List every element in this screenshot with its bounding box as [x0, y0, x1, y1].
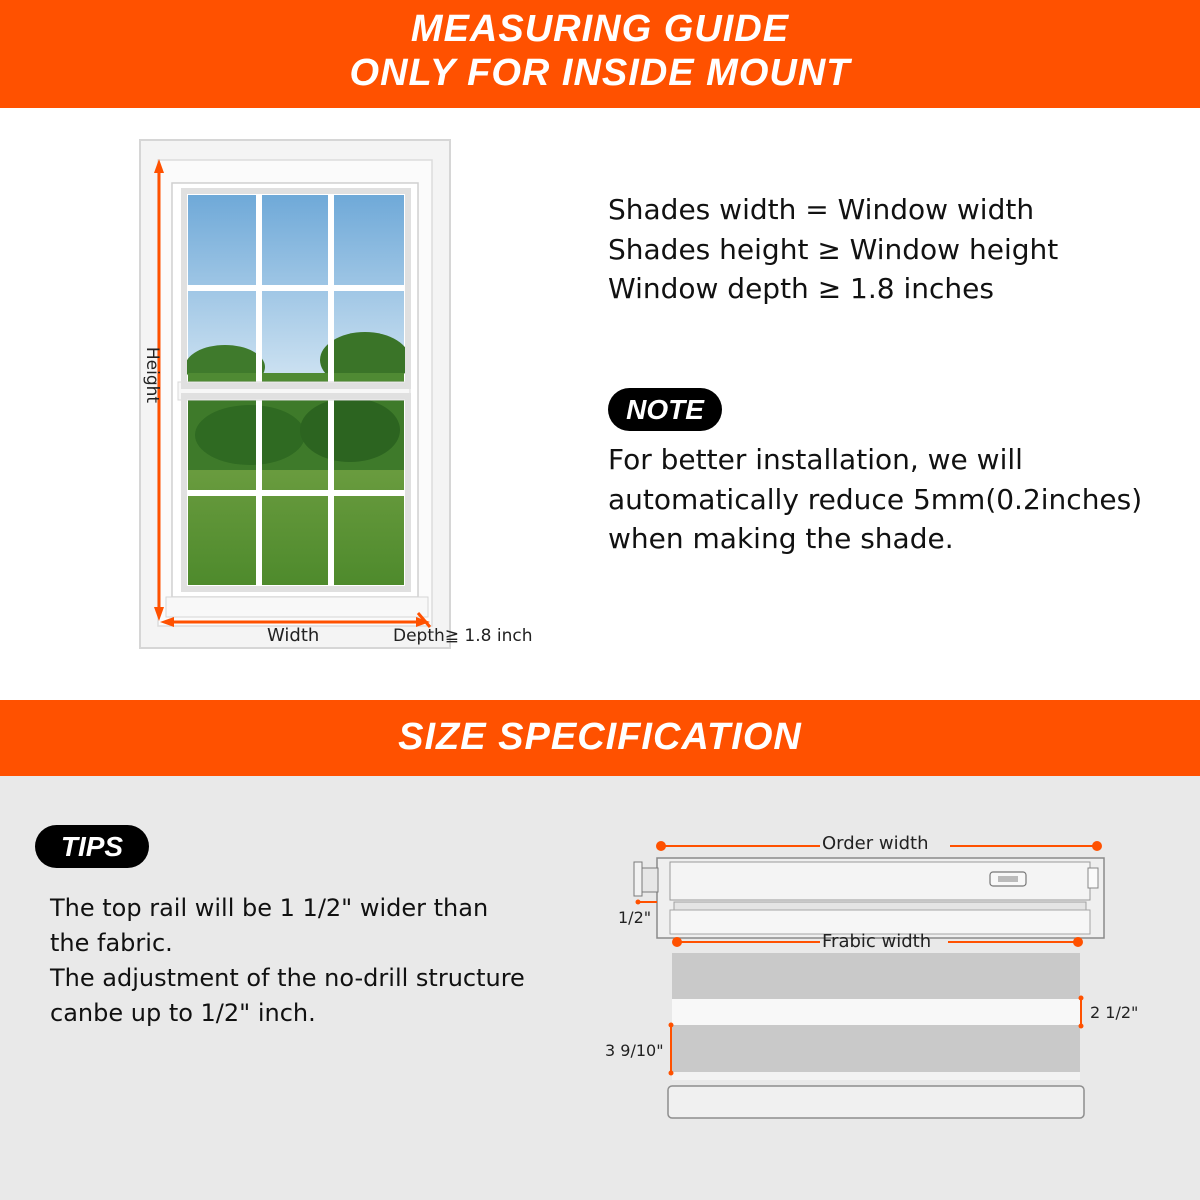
fabric-width-label: Frabic width	[822, 931, 932, 952]
window-image	[130, 135, 570, 665]
header-title: MEASURING GUIDE	[410, 8, 790, 50]
note-line-2: automatically reduce 5mm(0.2inches)	[608, 483, 1143, 516]
width-label: Width	[267, 625, 320, 646]
order-width-label: Order width	[822, 833, 929, 854]
rule-depth: Window depth ≥ 1.8 inches	[608, 272, 994, 305]
two-half-inch-label: 2 1/2"	[1090, 1003, 1139, 1022]
height-label: Height	[142, 346, 163, 404]
tips-line-4: canbe up to 1/2" inch.	[50, 999, 316, 1027]
tips-line-2: the fabric.	[50, 929, 173, 957]
note-line-3: when making the shade.	[608, 522, 954, 555]
shade-drawing	[600, 820, 1160, 1130]
window-illustration	[130, 135, 570, 665]
depth-label: Depth≧ 1.8 inch	[393, 626, 533, 646]
tips-line-1: The top rail will be 1 1/2" wider than	[50, 894, 489, 922]
size-specification-banner	[0, 700, 1200, 776]
shade-diagram	[600, 820, 1160, 1130]
rule-height: Shades height ≥ Window height	[608, 233, 1059, 266]
tips-badge: TIPS	[35, 825, 149, 868]
header-subtitle: ONLY FOR INSIDE MOUNT	[349, 52, 851, 94]
note-badge: NOTE	[608, 388, 722, 431]
size-specification-title: SIZE SPECIFICATION	[398, 716, 802, 758]
half-inch-label: 1/2"	[618, 908, 652, 927]
tips-line-3: The adjustment of the no-drill structure	[50, 964, 525, 992]
note-line-1: For better installation, we will	[608, 443, 1023, 476]
header-banner	[0, 0, 1200, 108]
rule-width: Shades width = Window width	[608, 193, 1035, 226]
three-nine-tenths-label: 3 9/10"	[605, 1041, 664, 1060]
